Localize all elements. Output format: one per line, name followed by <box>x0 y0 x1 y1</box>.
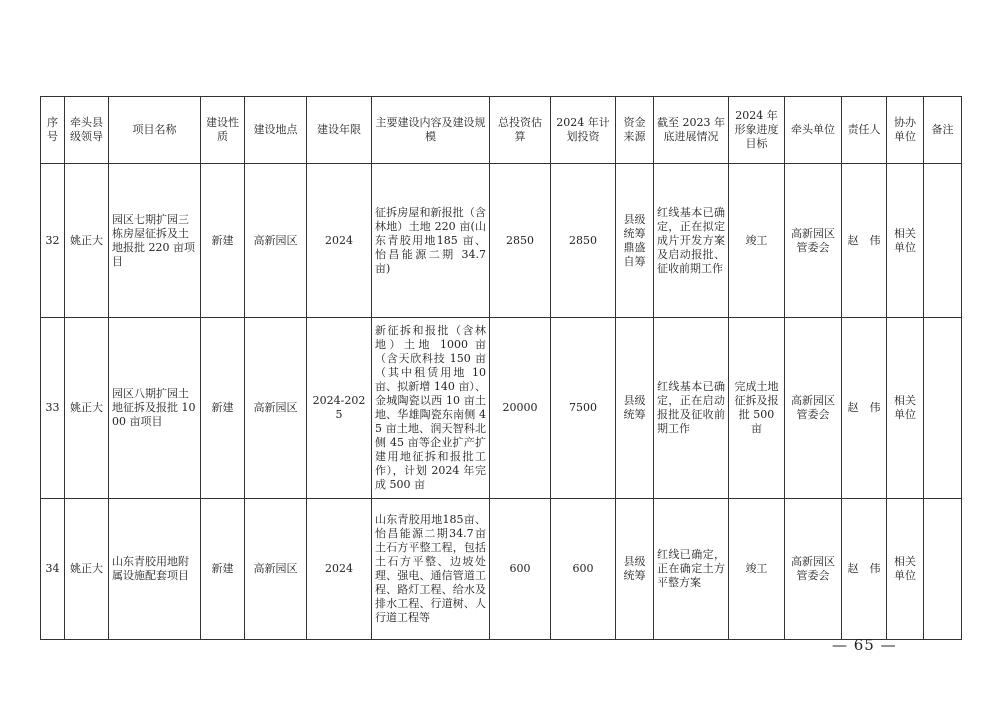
cell-fund: 县级统筹 <box>616 499 654 640</box>
cell-unit: 高新园区管委会 <box>785 164 842 318</box>
cell-plan2024: 2850 <box>551 164 616 318</box>
table-row <box>41 164 962 318</box>
cell-plan2024: 600 <box>551 499 616 640</box>
cell-goal: 完成土地征拆及报批 500 亩 <box>729 318 785 499</box>
cell-plan2024: 7500 <box>551 318 616 499</box>
header-total: 总投资估算 <box>490 97 551 164</box>
cell-nature: 新建 <box>201 499 245 640</box>
cell-goal: 竣工 <box>729 164 785 318</box>
cell-period: 2024-2025 <box>307 318 372 499</box>
header-plan2024: 2024 年计划投资 <box>551 97 616 164</box>
cell-content: 征拆房屋和新报批（含林地）土地 220 亩(山东青胶用地185 亩、怡昌能源二期 34.7 亩) <box>372 164 490 318</box>
cell-person: 赵 伟 <box>842 318 887 499</box>
cell-assist: 相关单位 <box>887 499 924 640</box>
page-number: — 65 — <box>832 636 897 654</box>
cell-name: 山东青胶用地附属设施配套项目 <box>109 499 201 640</box>
cell-nature: 新建 <box>201 318 245 499</box>
cell-unit: 高新园区管委会 <box>785 499 842 640</box>
cell-leader: 姚正大 <box>65 318 109 499</box>
header-assist: 协办单位 <box>887 97 924 164</box>
cell-leader: 姚正大 <box>65 164 109 318</box>
cell-period: 2024 <box>307 499 372 640</box>
table-row <box>41 318 962 499</box>
header-location: 建设地点 <box>245 97 307 164</box>
cell-goal: 竣工 <box>729 499 785 640</box>
cell-location: 高新园区 <box>245 499 307 640</box>
cell-progress: 红线基本已确定，正在启动报批及征收前期工作 <box>654 318 729 499</box>
cell-seq: 32 <box>41 164 65 318</box>
cell-nature: 新建 <box>201 164 245 318</box>
cell-leader: 姚正大 <box>65 499 109 640</box>
cell-note <box>924 318 962 499</box>
header-content: 主要建设内容及建设规模 <box>372 97 490 164</box>
header-leader: 牵头县级领导 <box>65 97 109 164</box>
cell-assist: 相关单位 <box>887 164 924 318</box>
header-fund: 资金来源 <box>616 97 654 164</box>
header-person: 责任人 <box>842 97 887 164</box>
cell-content: 山东青胶用地185亩、怡昌能源二期34.7亩土石方平整工程，包括土石方平整、边坡处理、强电、通信管道工程、路灯工程、给水及排水工程、行道树、人行道工程等 <box>372 499 490 640</box>
header-nature: 建设性质 <box>201 97 245 164</box>
cell-content: 新征拆和报批（含林地）土地 1000 亩（含天欣科技 150 亩（其中租赁用地 10 亩、拟新增 140 亩）、金城陶瓷以西 10 亩土地、华雄陶瓷东南侧 45 亩土地、润天智科北侧 45 亩等企业扩产扩建用地征拆和报批工作），计划 2024 年完成 500 亩 <box>372 318 490 499</box>
cell-period: 2024 <box>307 164 372 318</box>
cell-seq: 33 <box>41 318 65 499</box>
cell-progress: 红线基本已确定，正在拟定成片开发方案及启动报批、征收前期工作 <box>654 164 729 318</box>
header-seq: 序号 <box>41 97 65 164</box>
cell-fund: 县级统筹 <box>616 318 654 499</box>
cell-total: 2850 <box>490 164 551 318</box>
cell-name: 园区八期扩园土地征拆及报批 1000 亩项目 <box>109 318 201 499</box>
cell-progress: 红线已确定，正在确定土方平整方案 <box>654 499 729 640</box>
cell-total: 20000 <box>490 318 551 499</box>
table-header-row <box>41 97 962 164</box>
table-row <box>41 499 962 640</box>
cell-location: 高新园区 <box>245 318 307 499</box>
header-period: 建设年限 <box>307 97 372 164</box>
cell-assist: 相关单位 <box>887 318 924 499</box>
cell-person: 赵 伟 <box>842 164 887 318</box>
header-progress: 截至 2023 年底进展情况 <box>654 97 729 164</box>
cell-seq: 34 <box>41 499 65 640</box>
cell-fund: 县级统筹鼎盛自筹 <box>616 164 654 318</box>
cell-note <box>924 164 962 318</box>
cell-total: 600 <box>490 499 551 640</box>
cell-note <box>924 499 962 640</box>
cell-unit: 高新园区管委会 <box>785 318 842 499</box>
header-note: 备注 <box>924 97 962 164</box>
project-table <box>40 96 962 640</box>
cell-location: 高新园区 <box>245 164 307 318</box>
cell-name: 园区七期扩园三栋房屋征拆及土地报批 220 亩项目 <box>109 164 201 318</box>
cell-person: 赵 伟 <box>842 499 887 640</box>
header-goal: 2024 年形象进度目标 <box>729 97 785 164</box>
header-unit: 牵头单位 <box>785 97 842 164</box>
header-name: 项目名称 <box>109 97 201 164</box>
